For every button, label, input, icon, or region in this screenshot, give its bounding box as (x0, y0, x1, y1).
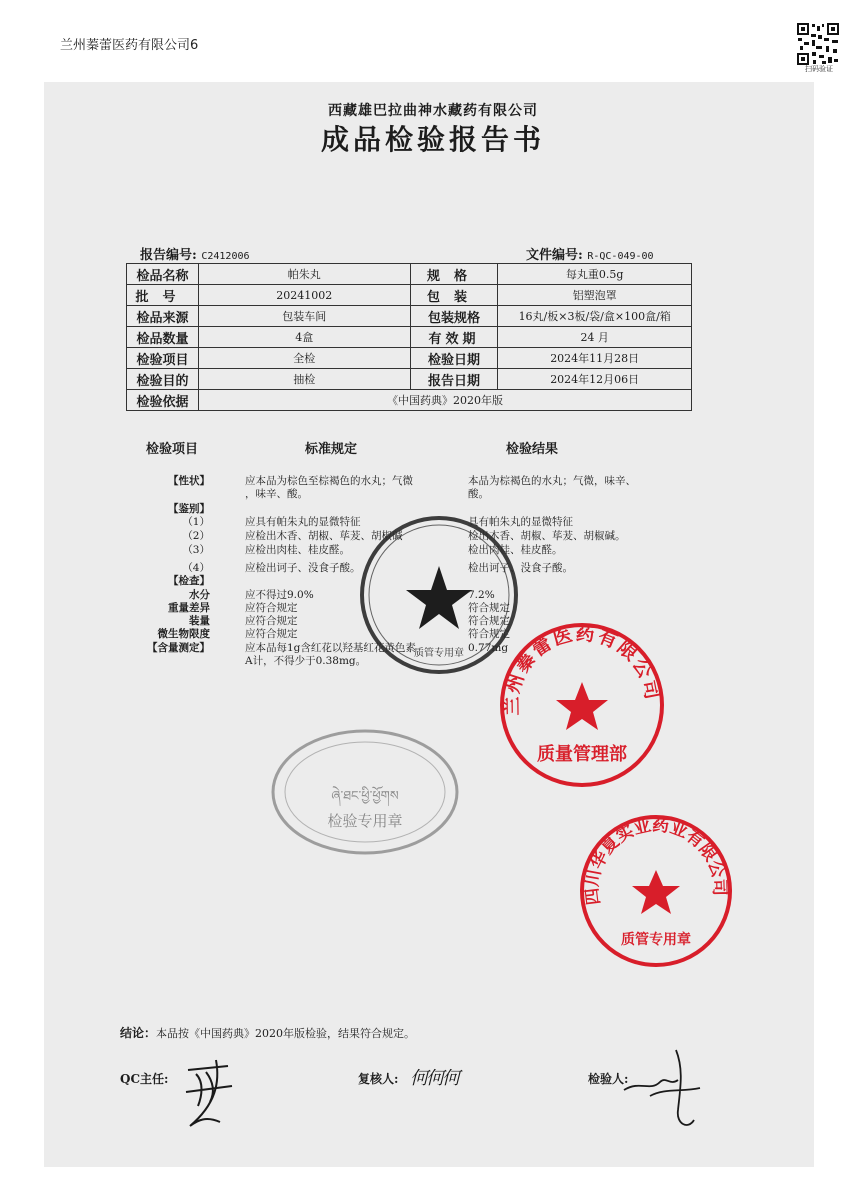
cell-value: 包装车间 (198, 306, 410, 327)
ident-no: （2） (182, 530, 210, 542)
check-label: 【检查】 (168, 575, 210, 587)
table-row (127, 390, 692, 411)
inspection-stamp-gray (270, 728, 460, 856)
check-result: 符合规定 (468, 628, 510, 640)
cell-value: 16丸/板×3板/袋/盒×100盒/箱 (498, 306, 692, 327)
ident-result: 检出诃子、没食子酸。 (468, 562, 573, 574)
table-row (127, 327, 692, 348)
check-standard: 应符合规定 (245, 602, 298, 614)
check-standard: 应符合规定 (245, 628, 298, 640)
report-number: 报告编号: C2412006 (140, 248, 250, 263)
ident-no: （3） (182, 544, 210, 556)
assay-standard-cont: A计，不得少于0.38mg。 (245, 655, 367, 667)
product-info-table (126, 263, 692, 411)
stamp3-ring-text: 四川华夏实业药业有限公司 (582, 815, 730, 906)
assay-result: 0.77mg (468, 642, 509, 654)
stamp4-text: 检验专用章 (327, 812, 403, 830)
cell-label: 规格 (410, 264, 498, 285)
supplier-stamp-red (578, 812, 734, 970)
qr-code-icon[interactable] (796, 22, 840, 66)
character-standard: 应本品为棕色至棕褐色的水丸；气微 (245, 475, 413, 487)
table-row (127, 348, 692, 369)
cell-label: 检验目的 (127, 369, 199, 390)
cell-value: 20241002 (198, 285, 410, 306)
conclusion: 结论：本品按《中国药典》2020年版检验，结果符合规定。 (120, 1026, 416, 1040)
ident-result: 检出肉桂、桂皮醛。 (468, 544, 563, 556)
ident-standard: 应具有帕朱丸的显微特征 (245, 516, 361, 528)
cell-label: 报告日期 (410, 369, 498, 390)
table-row (127, 369, 692, 390)
document-title: 成品检验报告书 (320, 123, 545, 156)
check-result: 符合规定 (468, 615, 510, 627)
ident-result: 检出木香、胡椒、荜茇、胡椒碱。 (468, 530, 626, 542)
assay-standard: 应本品每1g含红花以羟基红花黄色素 (245, 642, 416, 654)
stamp3-inner-text: 质管专用章 (621, 932, 691, 948)
check-standard: 应不得过9.0% (245, 589, 314, 601)
cell-value: 24 月 (498, 327, 692, 348)
ident-no: （4） (182, 562, 210, 574)
column-header-item: 检验项目 (146, 442, 199, 457)
check-name: 重量差异 (168, 602, 210, 614)
cell-value: 《中国药典》2020年版 (198, 390, 691, 411)
cell-label: 检品名称 (127, 264, 199, 285)
character-label: 【性状】 (168, 475, 210, 487)
cell-value: 4盒 (198, 327, 410, 348)
check-standard: 应符合规定 (245, 615, 298, 627)
stamp2-bottom-text: 质量管理部 (537, 744, 627, 765)
reviewer-signature: 何何何 (410, 1068, 458, 1089)
cell-value: 每丸重0.5g (498, 264, 692, 285)
inspector-signature-icon (620, 1040, 710, 1130)
table-row (127, 306, 692, 327)
assay-label: 【含量测定】 (147, 642, 210, 654)
cell-label: 检验日期 (410, 348, 498, 369)
cell-value: 帕朱丸 (198, 264, 410, 285)
check-name: 微生物限度 (157, 628, 210, 640)
cell-value: 2024年11月28日 (498, 348, 692, 369)
ident-standard: 应检出肉桂、桂皮醛。 (245, 544, 350, 556)
cell-label: 包装规格 (410, 306, 498, 327)
cell-label: 有效期 (410, 327, 498, 348)
character-result: 本品为棕褐色的水丸；气微，味辛、 (468, 475, 636, 487)
character-result-cont: 酸。 (468, 488, 489, 500)
column-header-standard: 标准规定 (305, 442, 358, 457)
page-header-text: 兰州蓁蕾医药有限公司6 (60, 38, 199, 53)
check-name: 水分 (189, 589, 210, 601)
cell-value: 2024年12月06日 (498, 369, 692, 390)
qc-director-label: QC主任: (120, 1072, 169, 1086)
cell-label: 检品来源 (127, 306, 199, 327)
stamp2-ring-text: 兰州蓁蕾医药有限公司 (500, 622, 664, 716)
column-header-result: 检验结果 (506, 442, 559, 457)
stamp1-text: 质管专用章 (414, 648, 464, 659)
company-stamp-red (496, 620, 668, 790)
cell-value: 铝塑泡罩 (498, 285, 692, 306)
table-row (127, 264, 692, 285)
file-number: 文件编号: R-QC-049-00 (526, 248, 654, 263)
identification-label: 【鉴别】 (168, 503, 210, 515)
ident-result: 具有帕朱丸的显微特征 (468, 516, 573, 528)
cell-value: 全检 (198, 348, 410, 369)
qr-label: 扫码验证 (805, 65, 833, 73)
cell-label: 检验依据 (127, 390, 199, 411)
qc-signature-icon (176, 1052, 246, 1130)
table-row (127, 285, 692, 306)
reviewer-label: 复核人: (358, 1072, 399, 1086)
svg-text:ཞེ་ཐང་ཕྱི་ཕྱོགས: ཞེ་ཐང་ཕྱི་ཕྱོགས (331, 789, 399, 804)
cell-label: 检品数量 (127, 327, 199, 348)
check-result: 符合规定 (468, 602, 510, 614)
ident-no: （1） (182, 516, 210, 528)
ident-standard: 应检出木香、胡椒、荜茇、胡椒碱 (245, 530, 403, 542)
check-result: 7.2% (468, 589, 495, 601)
cell-label: 批号 (127, 285, 199, 306)
ident-standard: 应检出诃子、没食子酸。 (245, 562, 361, 574)
cell-label: 检验项目 (127, 348, 199, 369)
check-name: 装量 (189, 615, 210, 627)
cell-value: 抽检 (198, 369, 410, 390)
cell-label: 包装 (410, 285, 498, 306)
character-standard-cont: ，味辛、酸。 (245, 488, 308, 500)
company-name: 西藏雄巴拉曲神水藏药有限公司 (328, 103, 538, 119)
inspector-label: 检验人: (588, 1072, 629, 1086)
